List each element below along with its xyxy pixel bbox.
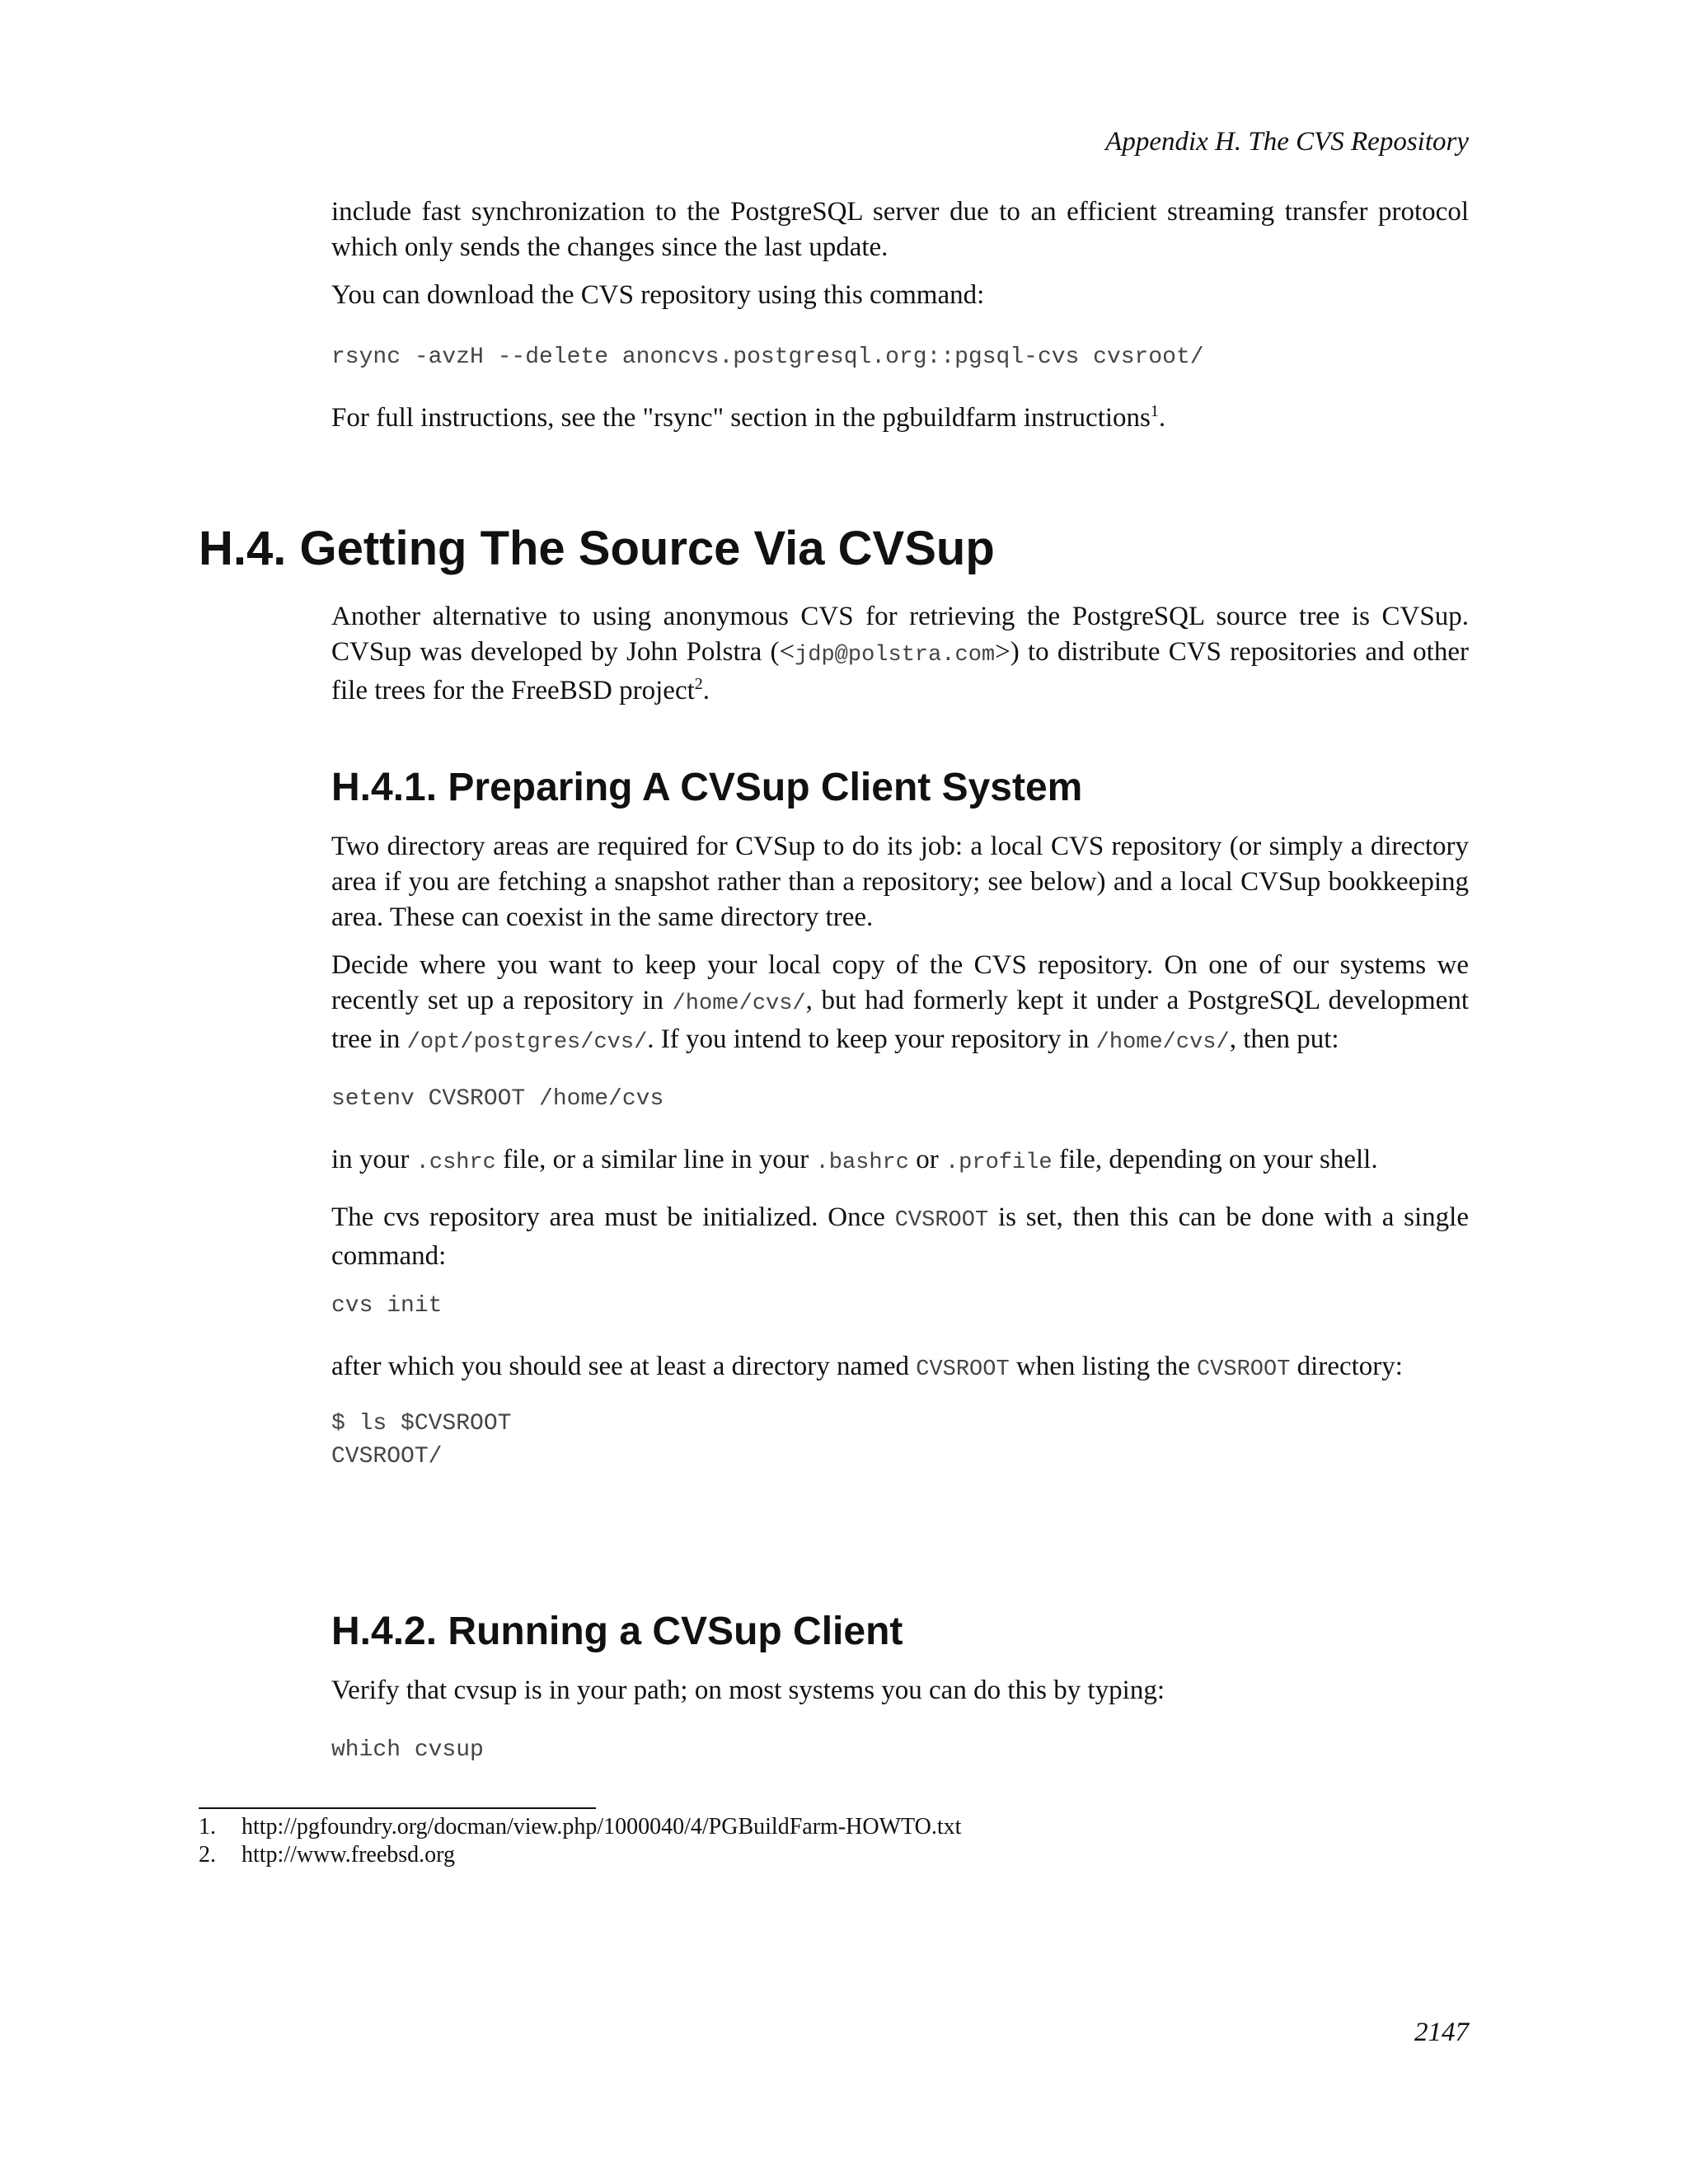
ls-output: CVSROOT/	[331, 1444, 443, 1469]
listing-paragraph	[331, 1349, 1469, 1388]
inline-code: /opt/postgres/cvs/	[406, 1030, 648, 1055]
directory-areas-paragraph: Two directory areas are required for CVSup to do its job: a local CVS repository (or simply a directory area if you are fetching a snapshot rather than a repository; see below) and a local CVSup bookkeeping area. These can coexist in the same directory tree.	[331, 832, 1469, 932]
setenv-command: setenv CVSROOT /home/cvs	[331, 1086, 664, 1112]
text-run: For full instructions, see the "rsync" section in the	[331, 403, 883, 433]
footnote-number: 2.	[199, 1842, 216, 1868]
footnote-ref-2[interactable]: 2	[694, 675, 703, 693]
section-h41-p1	[331, 829, 1469, 935]
text-run: file, depending on your shell.	[1052, 1145, 1378, 1174]
inline-code: .cshrc	[415, 1151, 496, 1175]
setenv-code-block	[331, 1083, 1469, 1116]
init-paragraph	[331, 1200, 1469, 1274]
rsync-command: rsync -avzH --delete anoncvs.postgresql.org::pgsql-cvs cvsroot/	[331, 344, 1204, 370]
inline-code: .profile	[945, 1151, 1053, 1175]
rsync-code-block	[331, 341, 1469, 374]
footnote-number: 1.	[199, 1814, 216, 1840]
intro-block	[331, 194, 1469, 265]
running-header: Appendix H. The CVS Repository	[1105, 127, 1469, 157]
page-number: 2147	[1414, 2018, 1469, 2047]
section-h4-body	[331, 599, 1469, 709]
intro-block-3	[331, 401, 1469, 436]
inline-code: CVSROOT	[894, 1208, 989, 1233]
ls-code-block	[331, 1408, 1469, 1474]
cvsup-intro-paragraph	[331, 599, 1469, 709]
text-run: The cvs repository area must be initialized. Once	[331, 1202, 895, 1232]
cvs-init-command: cvs init	[331, 1293, 443, 1319]
section-title-h4: H.4. Getting The Source Via CVSup	[199, 522, 995, 575]
text-run: directory:	[1290, 1352, 1403, 1381]
text-run: , then put:	[1229, 1024, 1339, 1054]
inline-code: /home/cvs/	[672, 991, 806, 1016]
section-h42-p1	[331, 1673, 1469, 1708]
section-h42-heading	[331, 1609, 1469, 1654]
inline-code: /home/cvs/	[1095, 1030, 1230, 1055]
intro-paragraph-1: include fast synchronization to the PostgreSQL server due to an efficient streaming transfer protocol which only sends the changes since the last update.	[331, 197, 1469, 262]
inline-code: CVSROOT	[916, 1357, 1010, 1382]
which-command: which cvsup	[331, 1737, 484, 1763]
which-code-block	[331, 1734, 1469, 1767]
intro-paragraph-2: You can download the CVS repository using this command:	[331, 280, 985, 310]
text-run: >) to distribute CVS repositories and other file trees for the FreeBSD project	[331, 637, 1469, 705]
inline-code: CVSROOT	[1196, 1357, 1291, 1382]
email-link[interactable]: jdp@polstra.com	[795, 643, 996, 668]
text-run: . If you intend to keep your repository in	[647, 1024, 1096, 1054]
text-run: when listing the	[1009, 1352, 1197, 1381]
text-run: in your	[331, 1145, 416, 1174]
ls-command: $ ls $CVSROOT	[331, 1411, 512, 1436]
footnote-divider	[199, 1807, 596, 1809]
footnote-1	[199, 1813, 961, 1841]
text-run: .	[702, 676, 710, 705]
section-h41-p5	[331, 1349, 1469, 1388]
section-title-h41: H.4.1. Preparing A CVSup Client System	[331, 766, 1083, 809]
text-run: is set, then this can be done with a single command:	[331, 1202, 1469, 1271]
intro-block-2	[331, 278, 1469, 313]
text-run: file, or a similar line in your	[495, 1145, 816, 1174]
section-h41-p4	[331, 1200, 1469, 1274]
cvs-init-code-block	[331, 1290, 1469, 1323]
pgbuildfarm-link[interactable]: pgbuildfarm instructions	[882, 403, 1151, 433]
repository-location-paragraph	[331, 948, 1469, 1061]
footnote-2	[199, 1841, 961, 1869]
section-h41-p3	[331, 1142, 1469, 1181]
shell-config-paragraph	[331, 1142, 1469, 1181]
text-run: Another alternative to using anonymous CVS for retrieving the PostgreSQL source tree is CVSup. CVSup was developed by John Polstra (<	[331, 602, 1469, 667]
footnote-link-2[interactable]: http://www.freebsd.org	[241, 1842, 455, 1868]
section-h41-heading	[331, 765, 1469, 810]
section-title-h42: H.4.2. Running a CVSup Client	[331, 1610, 903, 1653]
text-run: Decide where you want to keep your local copy of the CVS repository. On one of our systems we recently set up a repository in	[331, 950, 1469, 1015]
text-run: .	[1158, 403, 1166, 433]
footnote-link-1[interactable]: http://pgfoundry.org/docman/view.php/1000040/4/PGBuildFarm-HOWTO.txt	[241, 1814, 962, 1840]
intro-paragraph-3	[331, 401, 1469, 436]
section-h41-p2	[331, 948, 1469, 1061]
inline-code: .bashrc	[815, 1151, 909, 1175]
text-run: or	[908, 1145, 945, 1174]
text-run: , but had formerly kept it under a PostgreSQL development tree in	[331, 986, 1469, 1054]
footnotes	[199, 1813, 961, 1869]
text-run: after which you should see at least a directory named	[331, 1352, 917, 1381]
footnote-ref-1[interactable]: 1	[1150, 402, 1159, 420]
verify-path-paragraph: Verify that cvsup is in your path; on most systems you can do this by typing:	[331, 1675, 1165, 1705]
